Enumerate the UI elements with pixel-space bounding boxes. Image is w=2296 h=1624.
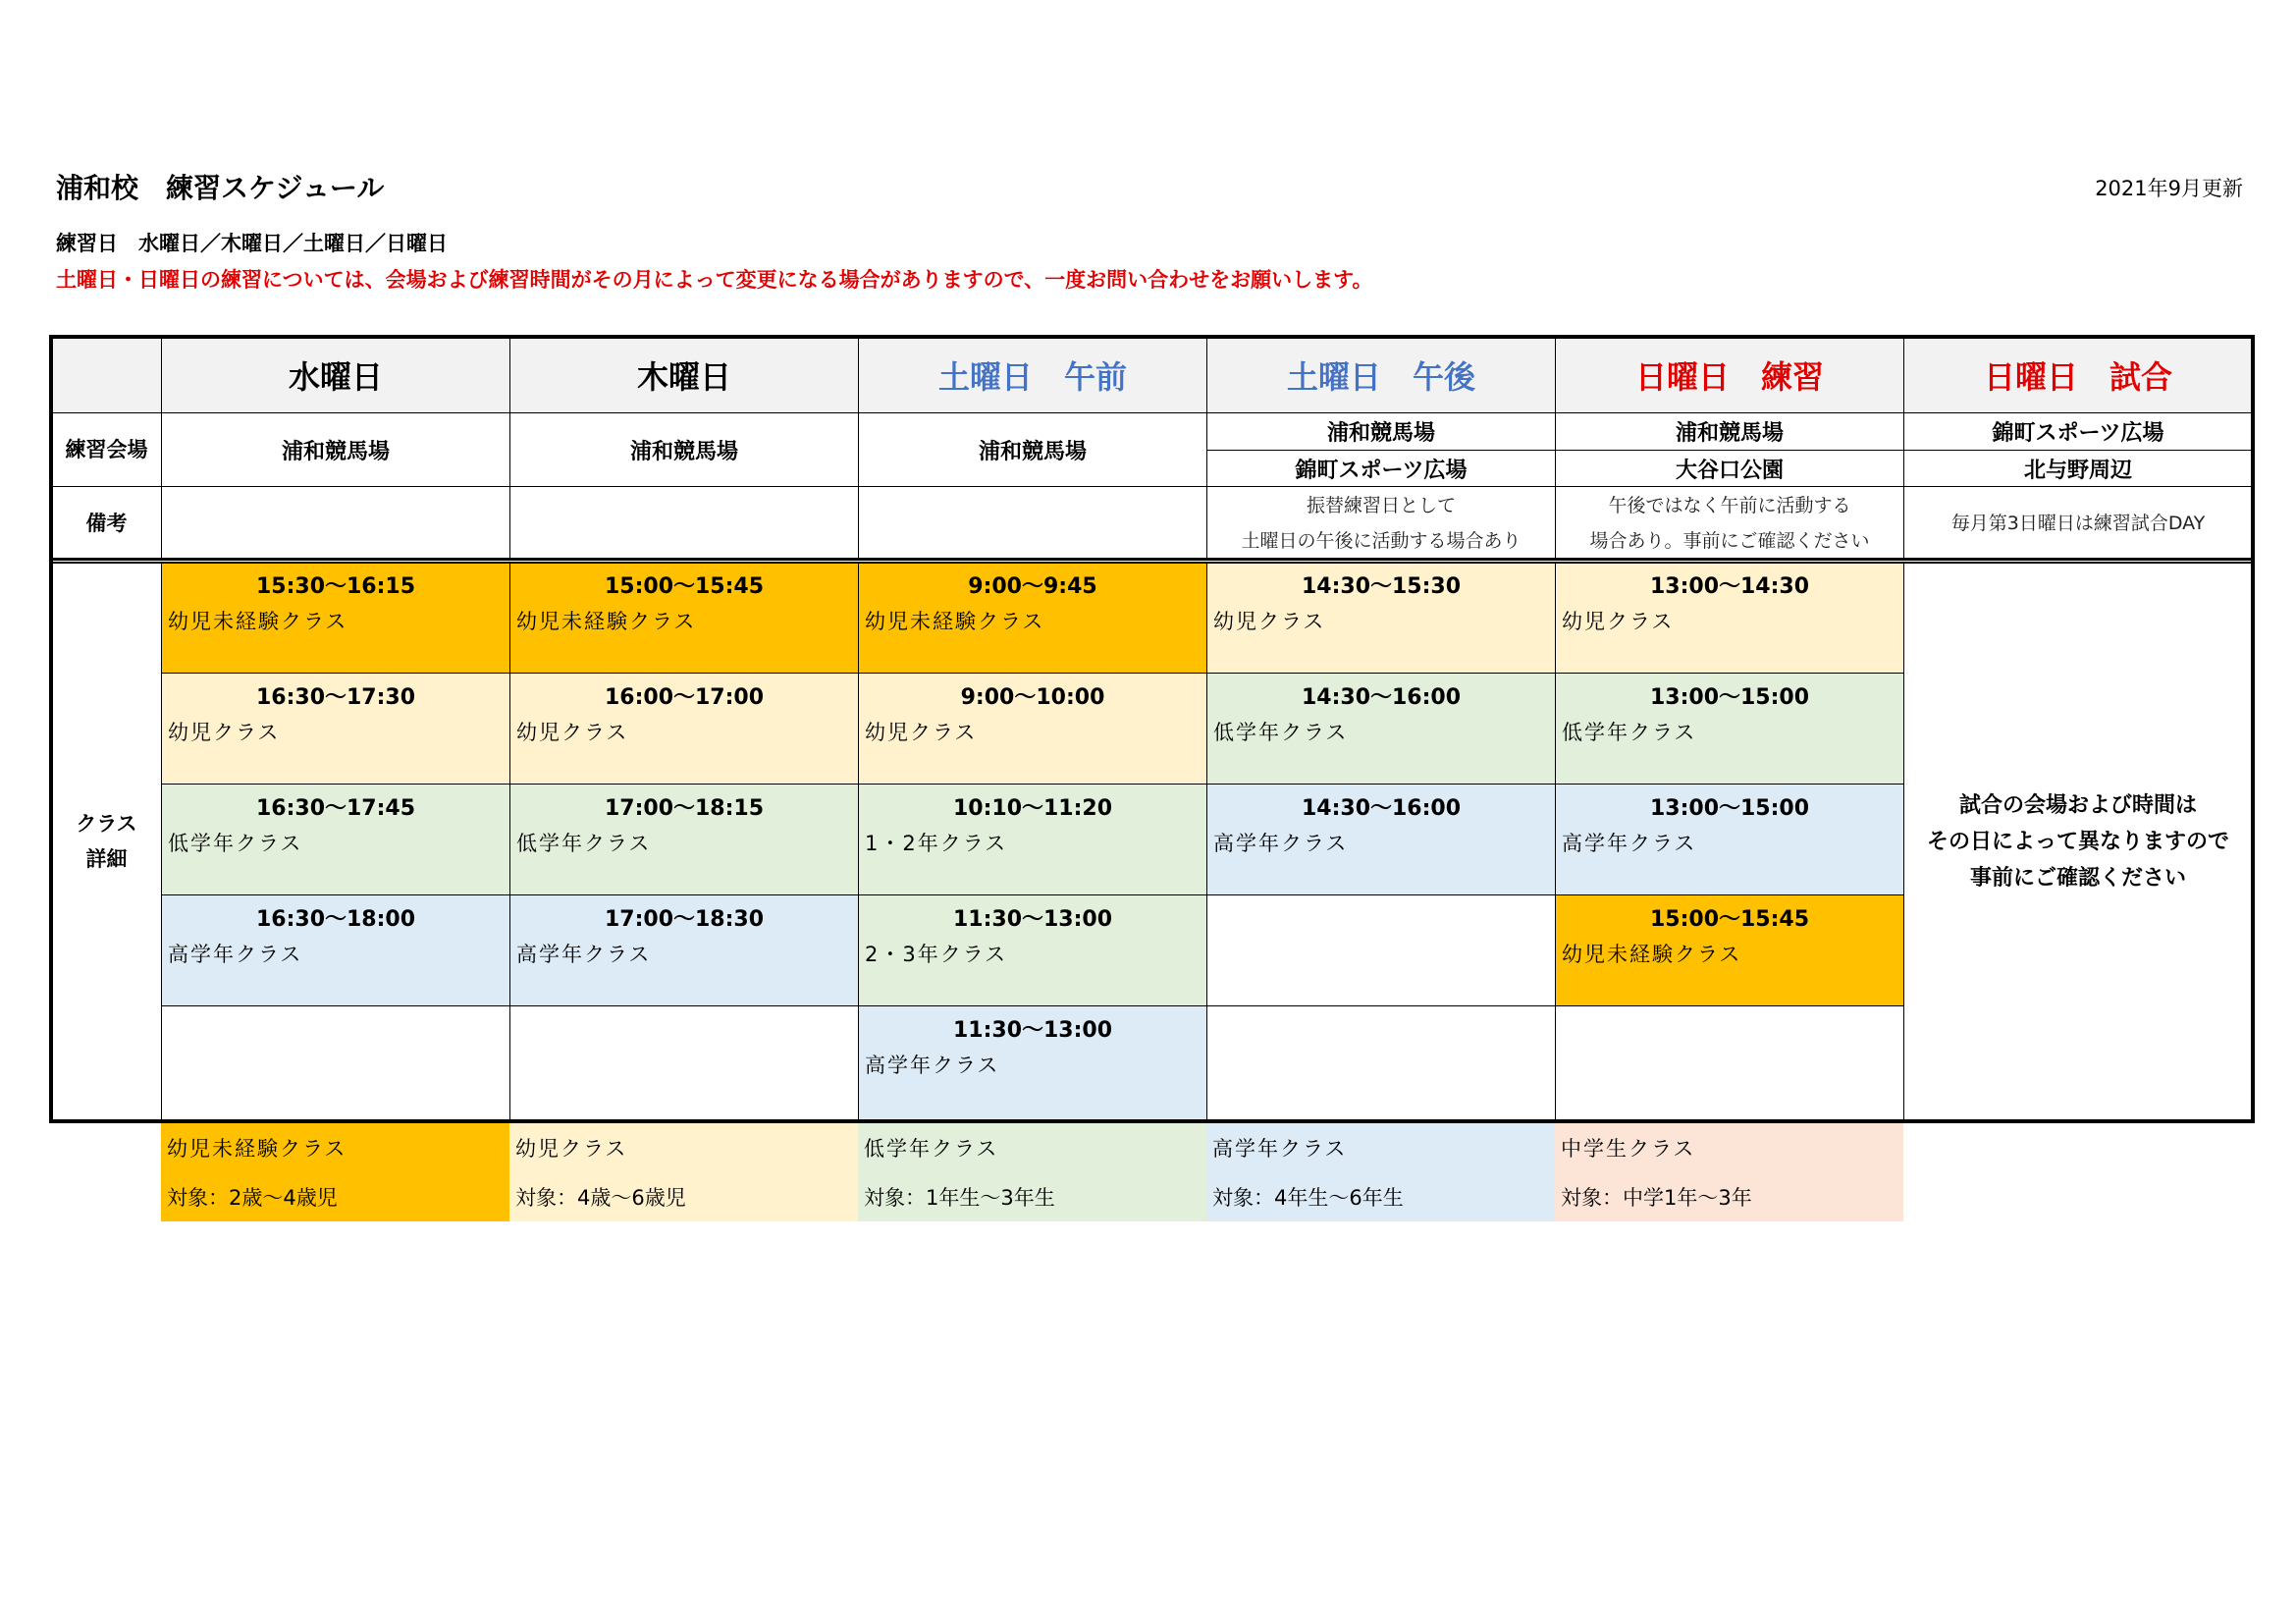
table-border-right xyxy=(2251,335,2255,1123)
match-note xyxy=(1903,562,2253,1121)
slot-time: 17:00～18:30 xyxy=(604,907,765,932)
slot-sat-pm-empty-1 xyxy=(1206,894,1556,1006)
slot-class: 高学年クラス xyxy=(516,943,652,966)
legend-infant-beginner xyxy=(161,1123,509,1221)
slot-time: 16:30～17:30 xyxy=(255,685,416,710)
slot-wed-3 xyxy=(161,784,510,895)
slot-sun-practice-4 xyxy=(1555,894,1904,1006)
slot-thu-2 xyxy=(509,673,859,785)
remarks-sunday-practice-line-2: 場合あり。事前にご確認ください xyxy=(1589,530,1870,552)
slot-sun-practice-3 xyxy=(1555,784,1904,895)
venue-sunday-practice-2: 大谷口公園 xyxy=(1555,450,1904,487)
slot-class: 高学年クラス xyxy=(1213,832,1349,855)
slot-sat-am-1 xyxy=(858,562,1207,674)
remarks-saturday-pm xyxy=(1206,486,1556,561)
slot-time: 11:30～13:00 xyxy=(952,907,1113,932)
slot-wed-1 xyxy=(161,562,510,674)
practice-days: 練習日 水曜日／木曜日／土曜日／日曜日 xyxy=(56,232,448,255)
slot-thu-4 xyxy=(509,894,859,1006)
venue-saturday-am: 浦和競馬場 xyxy=(858,412,1207,487)
slot-time: 11:30～13:00 xyxy=(952,1018,1113,1043)
slot-time: 13:00～14:30 xyxy=(1649,574,1810,599)
slot-class: 高学年クラス xyxy=(865,1054,1000,1077)
slot-sat-am-5 xyxy=(858,1005,1207,1121)
remarks-sunday-practice-line-1: 午後ではなく午前に活動する xyxy=(1608,495,1851,516)
slot-time: 16:30～18:00 xyxy=(255,907,416,932)
row-label-class-detail xyxy=(51,562,162,1121)
legend-upper-grade xyxy=(1206,1123,1555,1221)
slot-class: 幼児クラス xyxy=(516,721,629,744)
legend-name: 幼児クラス xyxy=(515,1137,628,1161)
slot-time: 9:00～9:45 xyxy=(968,574,1097,599)
remarks-saturday-pm-line-2: 土曜日の午後に活動する場合あり xyxy=(1241,530,1522,552)
slot-sat-pm-2 xyxy=(1206,673,1556,785)
header-saturday-am: 土曜日 午前 xyxy=(858,337,1207,413)
slot-class: 1・2年クラス xyxy=(865,832,1008,855)
venue-sunday-practice-1: 浦和競馬場 xyxy=(1555,412,1904,451)
slot-sat-am-2 xyxy=(858,673,1207,785)
page-title: 浦和校 練習スケジュール xyxy=(56,172,385,204)
legend-target: 対象：1年生～3年生 xyxy=(864,1186,1055,1210)
slot-class: 高学年クラス xyxy=(168,943,303,966)
slot-thu-1 xyxy=(509,562,859,674)
remarks-wednesday xyxy=(161,486,510,561)
slot-class: 高学年クラス xyxy=(1562,832,1697,855)
slot-sun-practice-empty xyxy=(1555,1005,1904,1121)
venue-saturday-pm-2: 錦町スポーツ広場 xyxy=(1206,450,1556,487)
header-thursday: 木曜日 xyxy=(509,337,859,413)
slot-sun-practice-1 xyxy=(1555,562,1904,674)
legend-lower-grade xyxy=(858,1123,1206,1221)
venue-sunday-match-1: 錦町スポーツ広場 xyxy=(1903,412,2253,451)
row-label-class-detail-line-2: 詳細 xyxy=(85,847,128,871)
slot-class: 低学年クラス xyxy=(168,832,303,855)
table-double-line-2 xyxy=(49,562,2255,564)
venue-saturday-pm-1: 浦和競馬場 xyxy=(1206,412,1556,451)
remarks-saturday-am xyxy=(858,486,1207,561)
slot-time: 17:00～18:15 xyxy=(604,796,765,821)
slot-sat-pm-3 xyxy=(1206,784,1556,895)
slot-time: 13:00～15:00 xyxy=(1649,796,1810,821)
updated-date: 2021年9月更新 xyxy=(2095,177,2243,200)
slot-time: 14:30～16:00 xyxy=(1301,796,1462,821)
legend-target: 対象：4年生～6年生 xyxy=(1212,1186,1404,1210)
slot-class: 幼児未経験クラス xyxy=(1562,943,1742,966)
slot-sat-am-3 xyxy=(858,784,1207,895)
table-border-left xyxy=(49,335,53,1123)
legend-junior-high xyxy=(1555,1123,1903,1221)
slot-sun-practice-2 xyxy=(1555,673,1904,785)
legend-name: 低学年クラス xyxy=(864,1137,999,1161)
venue-thursday: 浦和競馬場 xyxy=(509,412,859,487)
slot-time: 14:30～16:00 xyxy=(1301,685,1462,710)
slot-class: 低学年クラス xyxy=(1562,721,1697,744)
slot-time: 14:30～15:30 xyxy=(1301,574,1462,599)
remarks-sunday-practice xyxy=(1555,486,1904,561)
slot-class: 幼児未経験クラス xyxy=(516,610,697,633)
row-label-venue: 練習会場 xyxy=(51,412,162,487)
slot-thu-3 xyxy=(509,784,859,895)
legend-name: 高学年クラス xyxy=(1212,1137,1348,1161)
legend-name: 幼児未経験クラス xyxy=(167,1137,347,1161)
table-double-line-1 xyxy=(49,558,2255,560)
slot-sat-pm-1 xyxy=(1206,562,1556,674)
slot-time: 15:00～15:45 xyxy=(1649,907,1810,932)
remarks-sunday-match: 毎月第3日曜日は練習試合DAY xyxy=(1903,486,2253,561)
remarks-thursday xyxy=(509,486,859,561)
table-border-top xyxy=(49,335,2255,339)
slot-class: 幼児クラス xyxy=(168,721,281,744)
remarks-saturday-pm-line-1: 振替練習日として xyxy=(1306,495,1456,516)
weekend-notice: 土曜日・日曜日の練習については、会場および練習時間がその月によって変更になる場合がありますので、一度お問い合わせをお願いします。 xyxy=(56,268,1373,292)
slot-wed-2 xyxy=(161,673,510,785)
legend-name: 中学生クラス xyxy=(1561,1137,1696,1161)
slot-thu-empty xyxy=(509,1005,859,1121)
venue-wednesday: 浦和競馬場 xyxy=(161,412,510,487)
slot-time: 9:00～10:00 xyxy=(960,685,1105,710)
slot-time: 16:00～17:00 xyxy=(604,685,765,710)
slot-class: 低学年クラス xyxy=(516,832,652,855)
slot-time: 15:30～16:15 xyxy=(255,574,416,599)
slot-wed-empty xyxy=(161,1005,510,1121)
header-corner xyxy=(51,337,162,413)
slot-time: 16:30～17:45 xyxy=(255,796,416,821)
match-note-line-3: 事前にご確認ください xyxy=(1969,865,2186,891)
slot-class: 幼児クラス xyxy=(865,721,978,744)
slot-sat-pm-empty-2 xyxy=(1206,1005,1556,1121)
slot-sat-am-4 xyxy=(858,894,1207,1006)
slot-class: 低学年クラス xyxy=(1213,721,1349,744)
match-note-line-1: 試合の会場および時間は xyxy=(1958,792,2197,818)
legend-target: 対象：4歳～6歳児 xyxy=(515,1186,686,1210)
header-saturday-pm: 土曜日 午後 xyxy=(1206,337,1556,413)
match-note-line-2: その日によって異なりますので xyxy=(1926,829,2229,854)
slot-class: 2・3年クラス xyxy=(865,943,1008,966)
slot-class: 幼児クラス xyxy=(1562,610,1675,633)
header-sunday-match: 日曜日 試合 xyxy=(1903,337,2253,413)
legend-target: 対象：2歳～4歳児 xyxy=(167,1186,338,1210)
legend-infant xyxy=(509,1123,858,1221)
header-sunday-practice: 日曜日 練習 xyxy=(1555,337,1904,413)
venue-sunday-match-2: 北与野周辺 xyxy=(1903,450,2253,487)
slot-time: 13:00～15:00 xyxy=(1649,685,1810,710)
slot-time: 15:00～15:45 xyxy=(604,574,765,599)
row-label-remarks: 備考 xyxy=(51,486,162,561)
slot-class: 幼児未経験クラス xyxy=(865,610,1045,633)
slot-wed-4 xyxy=(161,894,510,1006)
slot-class: 幼児クラス xyxy=(1213,610,1326,633)
slot-class: 幼児未経験クラス xyxy=(168,610,348,633)
slot-time: 10:10～11:20 xyxy=(952,796,1113,821)
row-label-class-detail-line-1: クラス xyxy=(76,812,137,836)
legend-target: 対象：中学1年～3年 xyxy=(1561,1186,1752,1210)
header-wednesday: 水曜日 xyxy=(161,337,510,413)
